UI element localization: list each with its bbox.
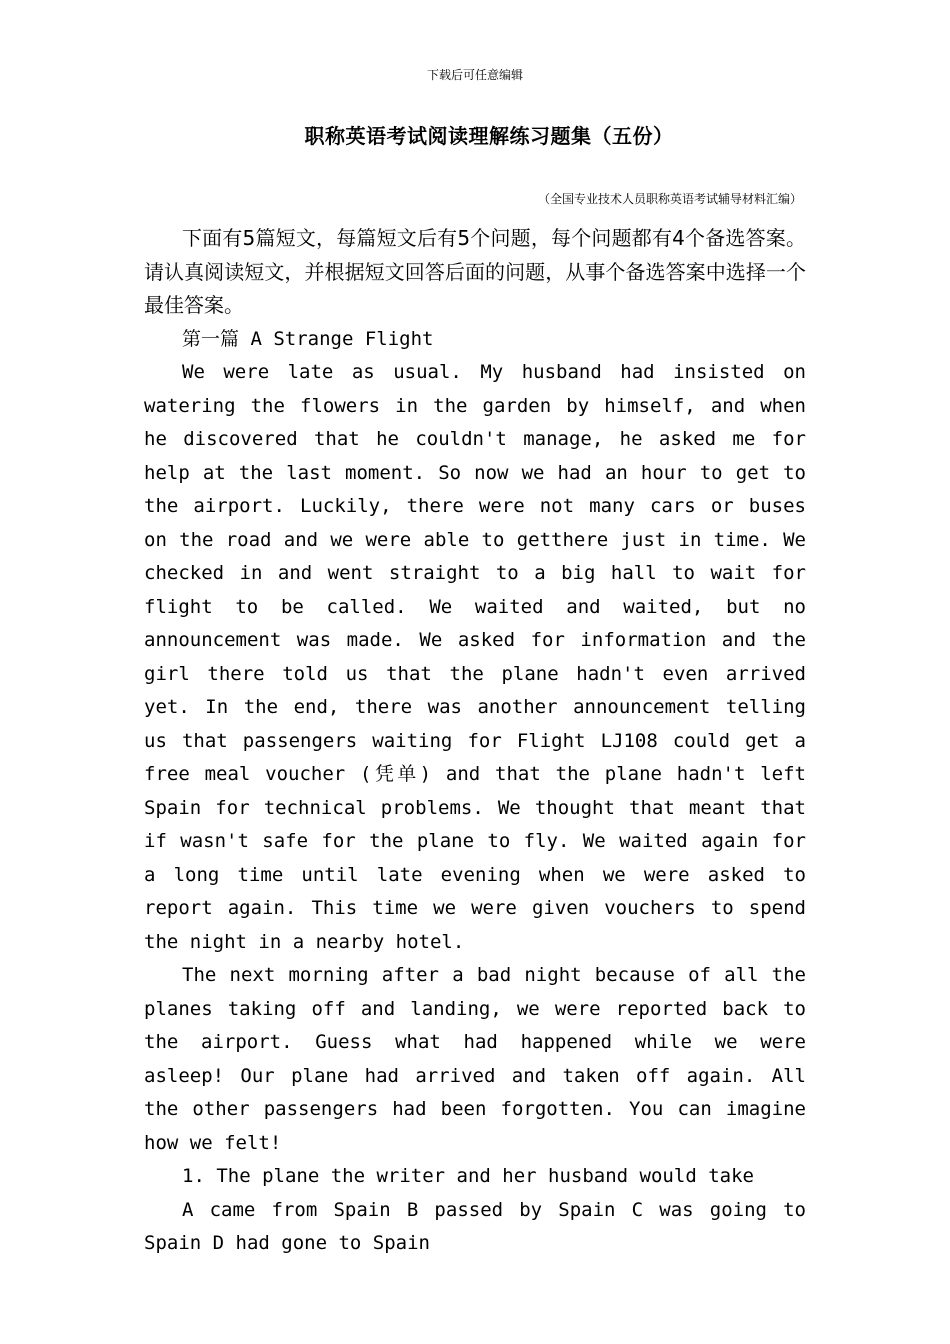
document-title: 职称英语考试阅读理解练习题集（五份） [304, 124, 674, 148]
question-stem: 1. The plane the writer and her husband would take [182, 1165, 754, 1187]
header-note: 下载后可任意编辑 [426, 68, 523, 82]
passage-paragraph-2: The next morning after a bad night because of all the planes taking off and landing, we were reported back to the airport. Guess what had happened while we were asleep! Our plane had arrived and taken off again. All the other passengers had been forgotten. You can imagine how we felt! [144, 964, 806, 1154]
passage-paragraph-1: We were late as usual. My husband had insisted on watering the flowers in the garden by himself, and when he discovered that he couldn't manage, he asked me for help at the last moment. So now we had an hour to get to the airport. Luckily, there were not many cars or buses on the road and we were able to getthere just in time. We checked in and went straight to a big hall to wait for flight to be called. We waited and waited, but no announcement was made. We asked for information and the girl there told us that the plane hadn't even arrived yet. In the end, there was another announcement telling us that passengers waiting for Flight LJ108 could get a free meal voucher (凭单) and that the plane hadn't left Spain for technical problems. We thought that meant that if wasn't safe for the plane to fly. We waited again for a long time until late evening when we were asked to report again. This time we were given vouchers to spend the night in a nearby hotel. [144, 361, 806, 953]
instructions-paragraph: 下面有5篇短文，每篇短文后有5个问题，每个问题都有4个备选答案。请认真阅读短文，并根据短文回答后面的问题，从事个备选答案中选择一个最佳答案。 [144, 226, 806, 317]
document-body [144, 222, 806, 1261]
passage-title: 第一篇 A Strange Flight [182, 327, 434, 350]
document-source: （全国专业技术人员职称英语考试辅导材料汇编） [537, 192, 802, 206]
question-options: A came from Spain B passed by Spain C was going to Spain D had gone to Spain [144, 1198, 806, 1254]
